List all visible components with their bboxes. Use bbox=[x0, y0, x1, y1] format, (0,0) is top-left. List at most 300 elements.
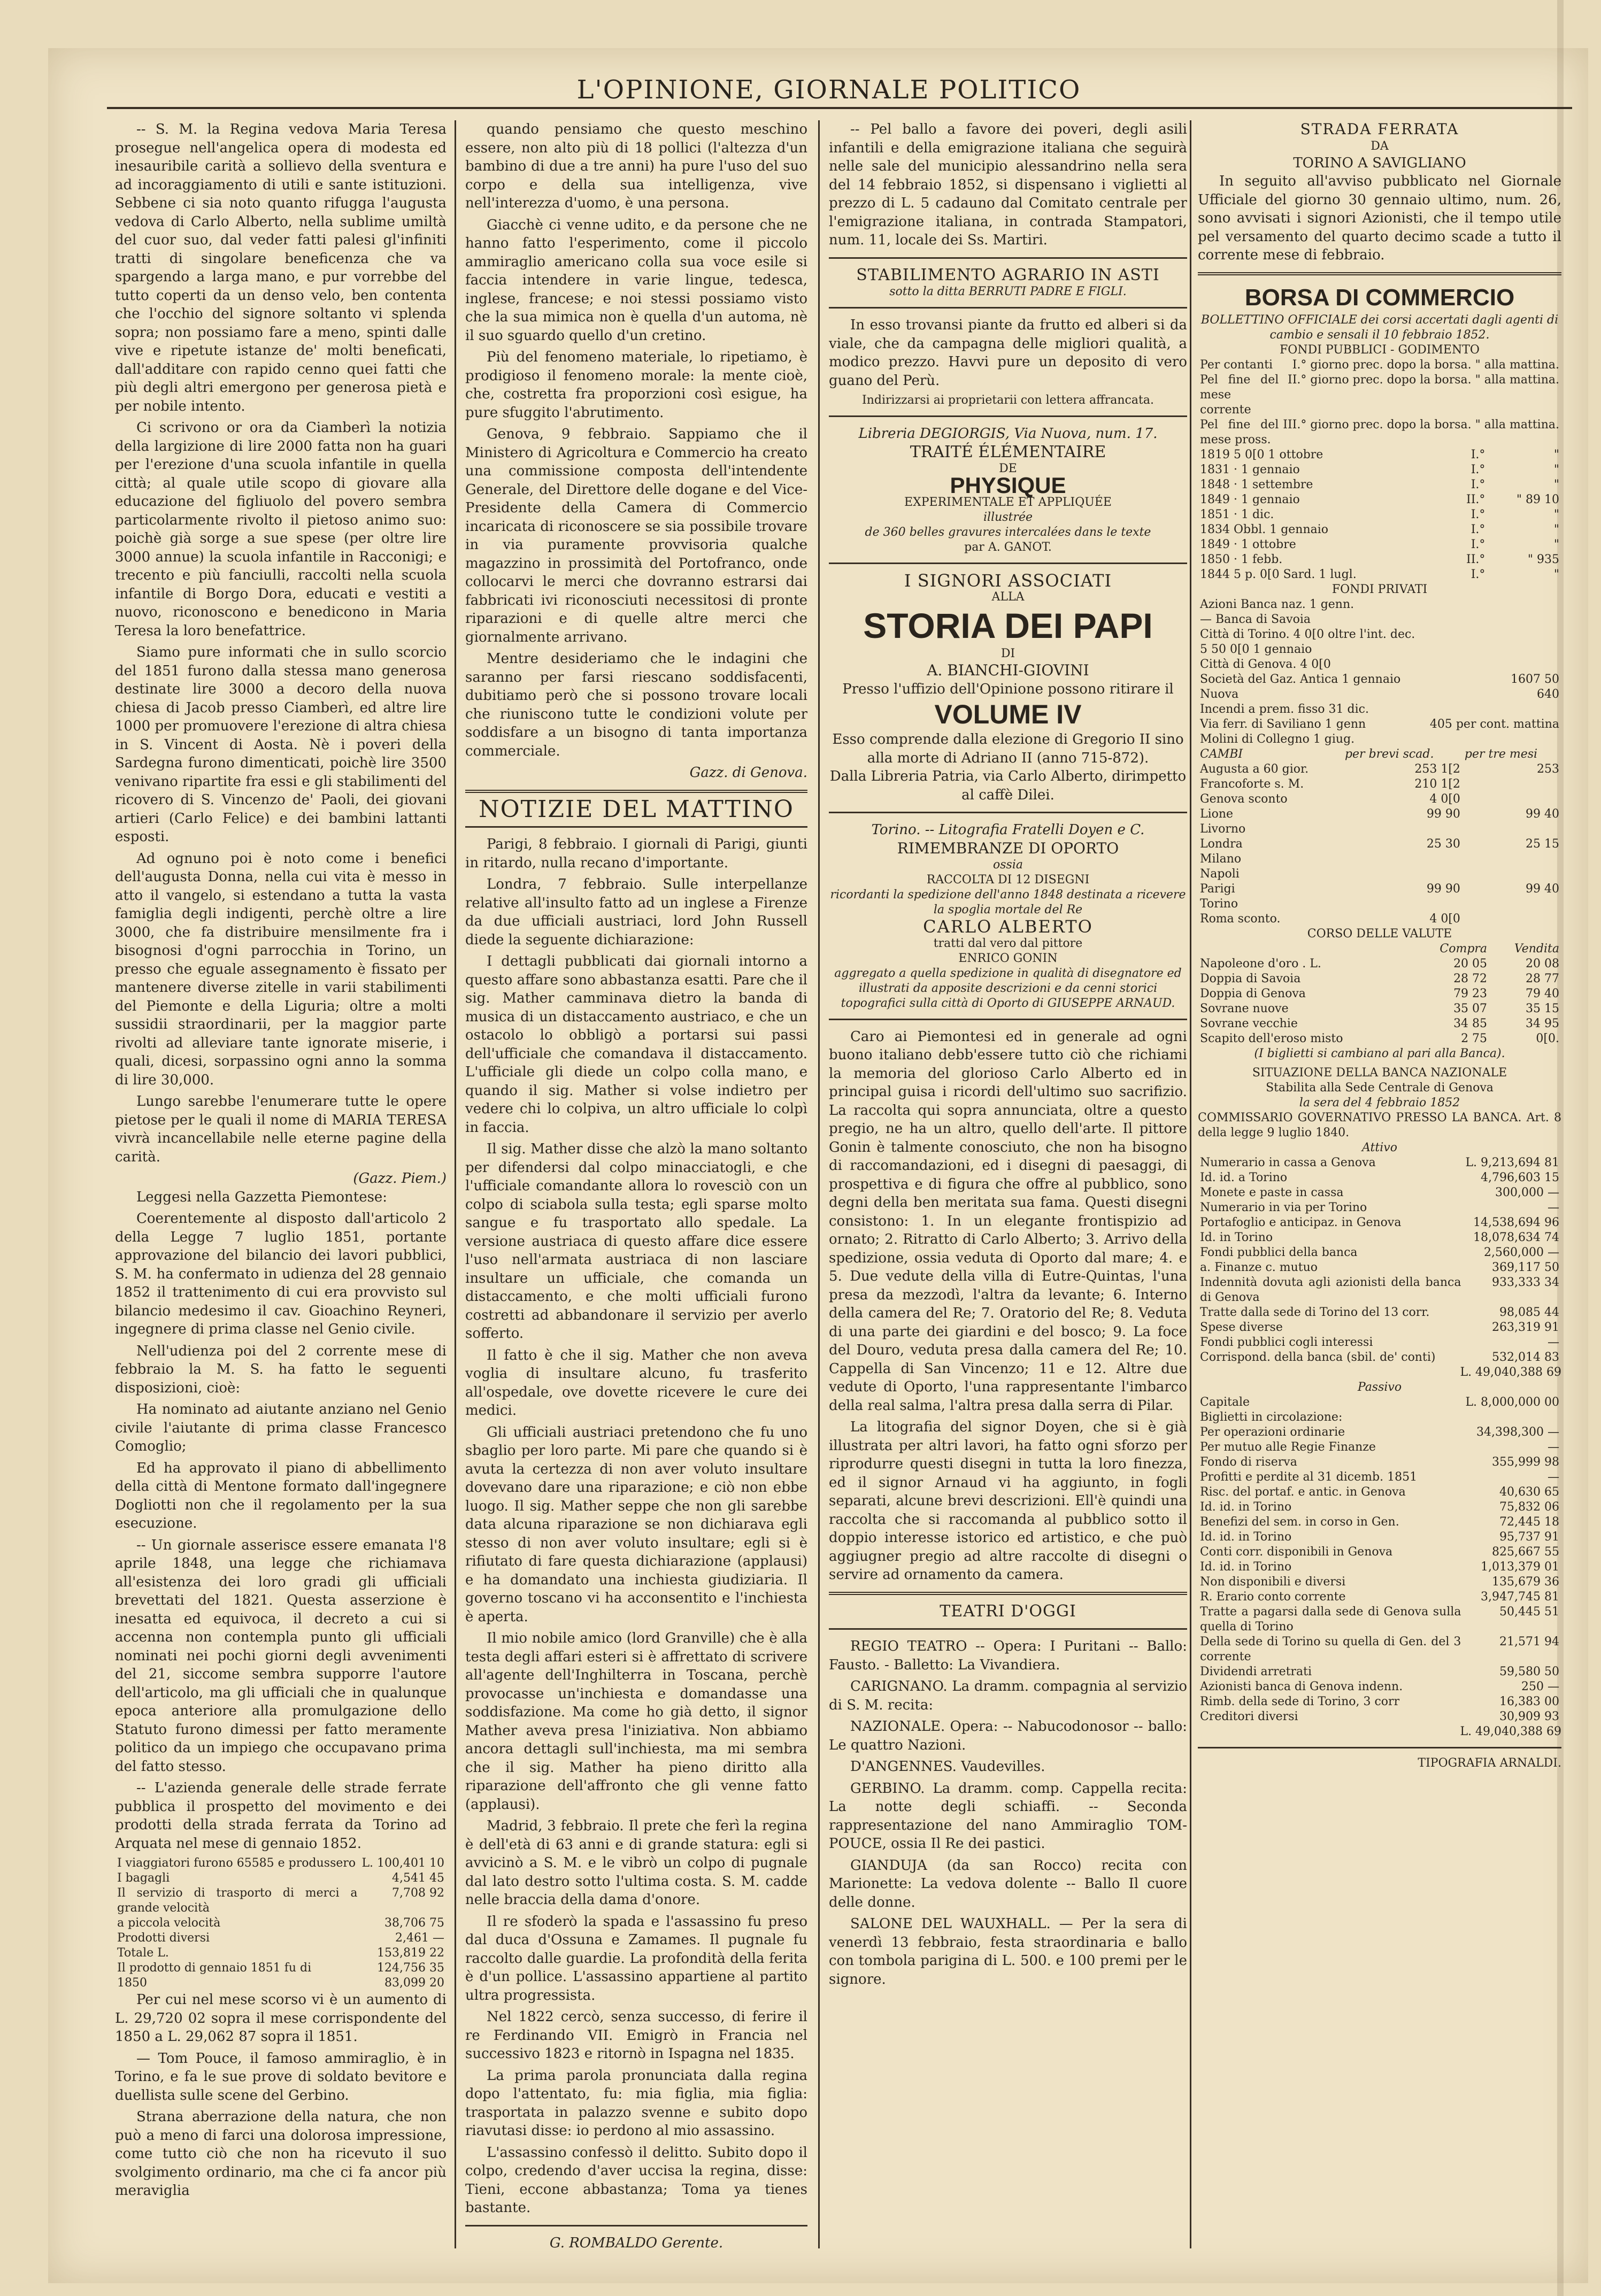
table-cell: 1831 · 1 gennaio bbox=[1200, 463, 1300, 476]
cambi-row bbox=[1198, 882, 1561, 897]
table-cell: 4,541 45 bbox=[392, 1871, 444, 1885]
ossia-label: ossia bbox=[993, 858, 1023, 872]
table-cell: 153,819 22 bbox=[377, 1946, 444, 1960]
table-cell: Londra bbox=[1200, 837, 1243, 851]
table-cell: 16,383 00 bbox=[1499, 1694, 1559, 1708]
table-cell: 21,571 94 bbox=[1499, 1635, 1559, 1648]
agrario-note: Indirizzarsi ai proprietarii con lettera affrancata. bbox=[862, 394, 1154, 407]
paragraph: Strana aberrazione della natura, che non può a meno di farci una dolorosa impressione, come tutto ciò che non ha ricevuto il suo svolgimento ordinario, ma che ci fa ancor più meraviglia bbox=[115, 2109, 447, 2199]
strada-text: In seguito all'avviso pubblicato nel Giornale Ufficiale del giorno 30 gennaio ultimo, num. 26, sono avvisati i signori Azionisti, che il tempo utile pel versamento del quarto decimo scade a tutto il corrente mese di febbraio. bbox=[1198, 173, 1561, 263]
table-cell: Città di Torino. 4 0[0 oltre l'int. dec. bbox=[1200, 627, 1415, 641]
table-cell: II.° bbox=[1466, 552, 1485, 566]
privati-row bbox=[1198, 657, 1561, 672]
table-cell: Fondo di riserva bbox=[1200, 1455, 1297, 1469]
table-cell: 40,630 65 bbox=[1499, 1485, 1559, 1499]
table-cell bbox=[1463, 912, 1561, 927]
privati-row bbox=[1198, 702, 1561, 717]
table-cell: 2,461 — bbox=[395, 1931, 444, 1945]
table-cell: Parigi bbox=[1200, 882, 1235, 896]
table-header-cell bbox=[1198, 942, 1414, 957]
pittore-name: ENRICO GONIN bbox=[958, 951, 1058, 965]
paragraph: Londra, 7 febbraio. Sulle interpellanze relative all'insulto fatto ad un inglese a Firenze da due ufficiali austriaci, lord John Russell diede la seguente dichiarazione: bbox=[465, 876, 807, 948]
notizie-paragraphs bbox=[465, 835, 807, 2217]
table-cell: 99 90 bbox=[1426, 882, 1460, 896]
passivo-row bbox=[1198, 1545, 1561, 1560]
table-cell: — Banca di Savoia bbox=[1200, 612, 1311, 626]
table-cell: — bbox=[1548, 1335, 1559, 1349]
table-cell: 0[0. bbox=[1536, 1031, 1559, 1045]
table-cell: 25 15 bbox=[1526, 837, 1559, 851]
paragraph: -- S. M. la Regina vedova Maria Teresa prosegue nell'angelica opera di modesta ed inesauribile carità a sollievo della sventura e ad incoraggiamento di utili e sante istituzioni. Sebbene ci sia noto quanto rifugga l'augusta vedova di Carlo Alberto, nella sublime umiltà del cuor suo, dal veder fatti palesi gl'infiniti tratti di singolare beneficenza che va spargendo a larga mano, e pur vorrebbe del tutto coperti da un denso velo, ben contenta che l'occhio del signore soltanto vi splenda sopra; non possiamo fare a meno, spinti dalle vive e ripetute istanze de' molti beneficati, dall'additare con rapido cenno quei fatti che più degli altri emergono per generosa pietà e per nobile intento. bbox=[115, 121, 447, 414]
table-cell: Id. in Torino bbox=[1200, 1230, 1273, 1244]
table-cell: Incendi a prem. fisso 31 dic. bbox=[1200, 702, 1369, 716]
paragraph: Per cui nel mese scorso vi è un aumento di L. 29,720 02 sopra il mese corrispondente del 1850 a L. 29,062 87 sopra il 1851. bbox=[115, 1992, 447, 2045]
libreria-line: Libreria DEGIORGIS, Via Nuova, num. 17. bbox=[858, 426, 1158, 442]
privati-title: FONDI PRIVATI bbox=[1331, 582, 1428, 596]
table-cell: 28 72 bbox=[1453, 972, 1488, 985]
paragraph: Nell'udienza poi del 2 corrente mese di febbraio la M. S. ha fatto le seguenti disposizioni, cioè: bbox=[115, 1343, 447, 1396]
cambi-row bbox=[1198, 792, 1561, 807]
railway-row bbox=[115, 1916, 447, 1931]
col1-paragraphs bbox=[115, 120, 447, 1166]
paragraph: Leggesi nella Gazzetta Piemontese: bbox=[136, 1189, 388, 1205]
table-cell: 34,398,300 — bbox=[1476, 1425, 1559, 1439]
table-cell: 1851 · 1 dic. bbox=[1200, 507, 1274, 521]
valute-note: (I biglietti si cambiano al pari alla Banca). bbox=[1254, 1046, 1505, 1060]
strada-title: STRADA FERRATA bbox=[1300, 120, 1459, 138]
table-cell: 14,538,694 96 bbox=[1473, 1215, 1559, 1229]
paragraph: D'ANGENNES. Vaudevilles. bbox=[850, 1759, 1045, 1775]
table-cell: Per contanti bbox=[1200, 358, 1273, 372]
presso-line: Presso l'uffizio dell'Opinione possono ritirare il bbox=[842, 681, 1174, 697]
section-divider bbox=[1198, 1747, 1561, 1748]
associati-heading: I SIGNORI ASSOCIATI bbox=[904, 570, 1112, 591]
table-cell: Capitale bbox=[1200, 1395, 1250, 1409]
paragraph: Ad ognuno poi è noto come i benefici dell'augusta Donna, nella cui vita è messo in atto il vangelo, si estendano a tutta la vasta famiglia degli indigenti, perchè oltre a lire 3000, che fa distribuire mensilmente fra i bisognosi d'ogni parrocchia in Torino, un presso che eguale assegnamento è fissato per mantenere diverse zitelle in varii stabilimenti del Piemonte e della Liguria; oltre a molti sussidii straordinarii, per la maggior parte rivolti ad alleviare tante ignorate miserie, i quali, dicesi, sorpassino ogni anno la somma di lire 30,000. bbox=[115, 850, 447, 1088]
table-cell: Id. id. in Torino bbox=[1200, 1560, 1292, 1574]
table-cell: Azioni Banca naz. 1 genn. bbox=[1200, 597, 1354, 611]
table-cell: Dividendi arretrati bbox=[1200, 1665, 1312, 1678]
privati-row bbox=[1198, 732, 1561, 747]
table-cell: 4 0[0 bbox=[1429, 792, 1460, 806]
col1-paragraphs-c bbox=[115, 1991, 447, 2200]
table-cell: 369,117 50 bbox=[1492, 1260, 1559, 1274]
table-cell: 99 40 bbox=[1526, 882, 1559, 896]
table-cell: Torino bbox=[1200, 897, 1238, 911]
table-cell bbox=[1463, 792, 1561, 807]
table-cell: 532,014 83 bbox=[1492, 1350, 1559, 1364]
table-cell: Napoli bbox=[1200, 867, 1240, 881]
traite-subtitle: EXPERIMENTALE ET APPLIQUÉE bbox=[904, 495, 1112, 509]
banca-subtitle: Stabilita alla Sede Centrale di Genova bbox=[1266, 1081, 1494, 1095]
table-cell: 75,832 06 bbox=[1499, 1500, 1559, 1514]
table-cell bbox=[1343, 867, 1463, 882]
table-cell: Azionisti banca di Genova indenn. bbox=[1200, 1679, 1403, 1693]
table-cell: 640 bbox=[1537, 687, 1559, 701]
table-cell: 355,999 98 bbox=[1492, 1455, 1559, 1469]
table-header-cell: per brevi scad. bbox=[1344, 747, 1434, 761]
tipografia-imprint: TIPOGRAFIA ARNALDI. bbox=[1418, 1756, 1561, 1770]
valute-title: CORSO DELLE VALUTE bbox=[1307, 927, 1452, 941]
table-cell: 2 75 bbox=[1461, 1031, 1488, 1045]
alla-label: ALLA bbox=[991, 590, 1025, 604]
railway-row bbox=[115, 1871, 447, 1886]
section-divider bbox=[829, 812, 1187, 813]
paragraph: Genova, 9 febbraio. Sappiamo che il Ministero di Agricoltura e Commercio ha creato una commissione composta dell'intendente Generale, del Direttore delle dogane e del Vice-Presidente della Camera di Commercio incaricata di riconoscere se sia possibile trovare in via puramente provvisoria qualche magazzino in prossimità del Portofranco, onde collocarvi le merci che dovranno estrarsi dai fabbricati ivi riconosciuti necessitosi di pronte riparazioni e di quelle altre merci che giornalmente arrivano. bbox=[465, 426, 807, 645]
valute-row bbox=[1198, 972, 1561, 987]
table-cell: Non disponibili e diversi bbox=[1200, 1575, 1346, 1589]
table-cell: 35 15 bbox=[1526, 1001, 1559, 1015]
table-cell: 30,909 93 bbox=[1499, 1709, 1559, 1723]
table-cell: 25 30 bbox=[1426, 837, 1460, 851]
railway-row bbox=[115, 1886, 447, 1916]
table-cell: 98,085 44 bbox=[1499, 1305, 1559, 1319]
attivo-row bbox=[1198, 1305, 1561, 1320]
attivo-total: L. 49,040,388 69 bbox=[1460, 1365, 1561, 1379]
table-cell: I.° bbox=[1471, 463, 1485, 476]
table-cell: 253 1[2 bbox=[1414, 762, 1460, 776]
passivo-row bbox=[1198, 1530, 1561, 1545]
table-cell: Livorno bbox=[1200, 822, 1246, 836]
table-cell: I.° bbox=[1471, 522, 1485, 536]
paragraph: Giacchè ci venne udito, e da persone che ne hanno fatto l'esperimento, come il piccolo ammiraglio americano colla sua voce esile si faccia intendere in varie lingue, tedesca, inglese, francese; e noi stessi possiamo visto che la sua mimica non è quella d'un automa, nè il suo sguardo quello d'un cretino. bbox=[465, 217, 807, 344]
table-cell bbox=[1423, 657, 1561, 672]
volume-desc: Esso comprende dalla elezione di Gregorio II sino alla morte di Adriano II (anno 715-872). bbox=[832, 731, 1184, 766]
rimembranze-title: RIMEMBRANZE DI OPORTO bbox=[897, 839, 1119, 857]
table-cell: II.° bbox=[1466, 492, 1485, 506]
passivo-row bbox=[1198, 1455, 1561, 1470]
passivo-row bbox=[1198, 1425, 1561, 1440]
table-cell: — bbox=[1548, 1440, 1559, 1454]
notizie-title: NOTIZIE DEL MATTINO bbox=[479, 795, 794, 823]
table-cell bbox=[1343, 897, 1463, 912]
table-cell: Tratte a pagarsi dalla sede di Genova sulla quella di Torino bbox=[1200, 1605, 1461, 1634]
passivo-total: L. 49,040,388 69 bbox=[1460, 1724, 1561, 1738]
paragraph: Gli ufficiali austriaci pretendono che fu uno sbaglio per loro parte. Mi pare che quando si è avuta la certezza di non aver voluto insultare dovevano dare una riparazione; e ciò non ebbe luogo. Il sig. Mather seppe che non gli sarebbe data alcuna riparazione se non dichiarava egli stesso di non aver voluto insultare; egli si è rifiutato di fare questa dichiarazione (applausi) e ha domandato una inchiesta giudiziaria. Il governo toscano vi ha acconsentito e l'inchiesta è aperta. bbox=[465, 1424, 807, 1625]
section-divider bbox=[465, 826, 807, 828]
section-divider bbox=[829, 1019, 1187, 1020]
cambi-header-row bbox=[1198, 747, 1561, 762]
table-cell: Portafoglio e anticipaz. in Genova bbox=[1200, 1215, 1402, 1229]
table-cell: I.° giorno prec. dopo la borsa. " alla mattina. bbox=[1292, 358, 1559, 372]
railway-row bbox=[115, 1961, 447, 1976]
passivo-row bbox=[1198, 1560, 1561, 1575]
table-cell: 124,756 35 bbox=[377, 1961, 444, 1975]
cambi-row bbox=[1198, 867, 1561, 882]
table-cell: 1834 Obbl. 1 gennaio bbox=[1200, 522, 1329, 536]
cambi-row bbox=[1198, 897, 1561, 912]
table-cell: I viaggiatori furono 65585 e produssero bbox=[117, 1856, 356, 1870]
valute-row bbox=[1198, 987, 1561, 1001]
valute-row bbox=[1198, 957, 1561, 972]
attivo-row bbox=[1198, 1320, 1561, 1335]
table-cell: Id. id. in Torino bbox=[1200, 1500, 1292, 1514]
table-cell: 1850 bbox=[117, 1976, 147, 1990]
physique-title: PHYSIQUE bbox=[950, 473, 1066, 498]
table-header-cell: Compra bbox=[1440, 942, 1488, 956]
attivo-row bbox=[1198, 1170, 1561, 1185]
table-cell: " 935 bbox=[1527, 552, 1559, 566]
traite-author: par A. GANOT. bbox=[964, 540, 1052, 554]
table-cell: 99 90 bbox=[1426, 807, 1460, 821]
column-rule-2 bbox=[818, 120, 820, 2248]
table-cell: L. 9,213,694 81 bbox=[1465, 1155, 1559, 1169]
table-cell: 1819 5 0[0 1 ottobre bbox=[1200, 448, 1323, 461]
paragraph: CARIGNANO. La dramm. compagnia al servizio di S. M. recita: bbox=[829, 1678, 1187, 1713]
paragraph: I dettagli pubblicati dai giornali intorno a questo affare sono abbastanza esatti. Pare che il sig. Mather camminava dietro la banda di musica di un distaccamento austriaco, e che un ostacolo lo obbligò a portarsi sui passi dell'ufficiale che comandava il distaccamento. L'ufficiale gli diede un colpo colla mano, e quando il sig. Mather si volse indietro per vedere chi lo colpiva, un altro ufficiale lo colpì in faccia. bbox=[465, 953, 807, 1136]
passivo-row bbox=[1198, 1709, 1561, 1724]
table-cell: " bbox=[1553, 448, 1559, 461]
railway-row bbox=[115, 1931, 447, 1946]
paragraph: GERBINO. La dramm. comp. Cappella recita: La notte degli schiaffi. -- Seconda rappresentazione del nano Ammiraglio TOM-POUCE, ossia Il Re dei pastici. bbox=[829, 1780, 1187, 1852]
table-cell: Numerario in cassa a Genova bbox=[1200, 1155, 1376, 1169]
table-cell bbox=[1463, 822, 1561, 837]
col1-paragraphs-b bbox=[115, 1188, 447, 1853]
paragraph: Il mio nobile amico (lord Granville) che è alla testa degli affari esteri si è affrettato di scrivere all'agente dell'Inghilterra in Toscana, perchè provocasse un'inchiesta e domandasse una soddisfazione. Ma come ho già detto, il signor Mather aveva presa l'iniziativa. Non abbiamo ancora dettagli sull'inchiesta, ma mi sembra che il sig. Mather ha pieno diritto alla riparazione dell'affronto che gli venne fatto (applausi). bbox=[465, 1630, 807, 1813]
paragraph: -- Un giornale asserisce essere emanata l'8 aprile 1848, una legge che richiamava all'esistenza dei loro gradi gli ufficiali brevettati del 1821. Questa asserzione è inesatta ed equivoca, il decreto a cui si accenna non contempla punto gli ufficiali nominati nei pochi giorni degli avvenimenti del 21, siccome sembra supporre l'autore dell'articolo, ma gli ufficiali che in qualunque epoca anteriore alla promulgazione dello Statuto furono dimessi per fatto meramente politico da un impiego che occupavano prima del fatto stesso. bbox=[115, 1537, 447, 1775]
table-cell: 1848 · 1 settembre bbox=[1200, 477, 1313, 491]
passivo-row bbox=[1198, 1665, 1561, 1679]
table-cell: I bagagli bbox=[117, 1871, 170, 1885]
section-divider bbox=[829, 307, 1187, 309]
table-cell: Numerario in via per Torino bbox=[1200, 1200, 1367, 1214]
paragraph: Il fatto è che il sig. Mather che non aveva voglia di insultare alcuno, fu trasferito all'ospedale, ove dovette ricevere le cure dei medici. bbox=[465, 1347, 807, 1419]
section-divider bbox=[465, 790, 807, 793]
table-cell: Molini di Collegno 1 giug. bbox=[1200, 732, 1355, 746]
litografia-line: Torino. -- Litografia Fratelli Doyen e C. bbox=[871, 822, 1145, 838]
table-cell: " bbox=[1553, 537, 1559, 551]
paragraph: Ha nominato ad aiutante anziano nel Genio civile l'aiutante di prima classe Francesco Comoglio; bbox=[115, 1401, 447, 1454]
table-cell: 99 40 bbox=[1526, 807, 1559, 821]
table-header-cell: CAMBI bbox=[1200, 747, 1243, 761]
section-divider bbox=[1198, 272, 1561, 275]
table-cell bbox=[1423, 702, 1561, 717]
table-cell: 20 08 bbox=[1526, 957, 1559, 970]
banca-date: la sera del 4 febbraio 1852 bbox=[1299, 1096, 1460, 1110]
table-cell: " 89 10 bbox=[1516, 492, 1559, 506]
paragraph: quando pensiamo che questo meschino essere, non alto più di 18 pollici (l'altezza d'un bambino di due a tre anni) ha pure l'uso del suo corpo e della sua intelligenza, vive nell'interezza d'uomo, è una persona. bbox=[465, 121, 807, 211]
table-cell: L. 100,401 10 bbox=[361, 1856, 444, 1870]
fondi-row bbox=[1198, 522, 1561, 537]
table-cell: Augusta a 60 gior. bbox=[1200, 762, 1309, 776]
table-cell: 79 40 bbox=[1526, 987, 1559, 1000]
table-cell bbox=[1423, 597, 1561, 612]
oporto-paragraphs bbox=[829, 1028, 1187, 1584]
traite-de: DE bbox=[999, 462, 1017, 475]
table-cell bbox=[1423, 612, 1561, 627]
carlo-alberto-title: CARLO ALBERTO bbox=[923, 916, 1093, 937]
table-cell: 79 23 bbox=[1453, 987, 1488, 1000]
table-cell: I.° bbox=[1471, 567, 1485, 581]
passivo-row bbox=[1198, 1500, 1561, 1515]
table-cell: Fondi pubblici cogli interessi bbox=[1200, 1335, 1373, 1349]
table-cell bbox=[1463, 1410, 1561, 1425]
paragraph: L'assassino confessò il delitto. Subito dopo il colpo, credendo d'aver uccisa la regina, disse: Tieni, eccone abbastanza; Toma ya tienes bastante. bbox=[465, 2144, 807, 2216]
table-cell: 300,000 — bbox=[1495, 1185, 1559, 1199]
railway-row bbox=[115, 1856, 447, 1871]
paragraph: La prima parola pronunciata dalla regina dopo l'attentato, fu: mia figlia, mia figlia: trasportata in palazzo svenne e subito dopo riavutasi disse: io perdono al mio assassino. bbox=[465, 2067, 807, 2139]
gazz-piem-signature: (Gazz. Piem.) bbox=[353, 1170, 447, 1186]
paragraph: Caro ai Piemontesi ed in generale ad ogni buono italiano debb'essere tutto ciò che richiami la memoria del glorioso Carlo Alberto ed in principal guisa i ricordi dell'ultimo suo sacrifizio. La raccolta qui sopra annunciata, oltre a questo pregio, ne ha un altro, quello dell'arte. Il pittore Gonin è talmente conosciuto, che non ha bisogno di raccomandazioni, ed i disegni di paesaggi, di prospettiva e di figura che offre al pubblico, sono degni della ben meritata sua fama. Questi disegni consistono: 1. In un elegante frontispizio ad ornato; 2. Ritratto di Carlo Alberto; 3. Arrivo della spedizione, ossia veduta di Oporto dal mare; 4. e 5. Due vedute della villa di Eutre-Quintas, l'una presa da mezzodì, l'altra da levante; 6. Interno della camera del Re; 7. Oratorio del Re; 8. Veduta di una parte dei giardini e del bosco; 9. La foce del Douro, veduta presa dalla camera del Re; 10. Cappella di San Vincenzo; 11 e 12. Altre due vedute di Oporto, l'una rappresentante l'imbarco della real salma, l'altra presa dalla serra di Pilar. bbox=[829, 1028, 1187, 1414]
column-rule-3 bbox=[1190, 120, 1191, 2248]
section-divider bbox=[829, 563, 1187, 564]
libreria-patria: Dalla Libreria Patria, via Carlo Alberto, dirimpetto al caffè Dilei. bbox=[829, 768, 1187, 803]
agrario-text: In esso trovansi piante da frutto ed alberi si da viale, che da campagna delle migliori qualità, a modico prezzo. Havvi pure un deposito di vero guano del Perù. bbox=[829, 317, 1187, 389]
col2-paragraphs bbox=[465, 120, 807, 760]
table-cell: Francoforte s. M. bbox=[1200, 777, 1304, 791]
volume-title: VOLUME IV bbox=[934, 699, 1082, 729]
ricordanti-line: ricordanti la spedizione dell'anno 1848 destinata a ricevere la spoglia mortale del Re bbox=[830, 888, 1186, 916]
paragraph: Parigi, 8 febbraio. I giornali di Parigi, giunti in ritardo, nulla recano d'importante. bbox=[465, 836, 807, 871]
strada-da: DA bbox=[1371, 139, 1389, 153]
paragraph: Più del fenomeno materiale, lo ripetiamo, è prodigioso il fenomeno morale: la mente cioè, che, costretta fra proporzioni così esigue, ha pure sfuggito l'abrutimento. bbox=[465, 349, 807, 421]
table-cell: 1849 · 1 ottobre bbox=[1200, 537, 1296, 551]
table-cell bbox=[1343, 822, 1463, 837]
section-divider bbox=[829, 257, 1187, 259]
table-cell: Scapito dell'eroso misto bbox=[1200, 1031, 1343, 1045]
passivo-row bbox=[1198, 1635, 1561, 1665]
attivo-row bbox=[1198, 1245, 1561, 1260]
cambi-row bbox=[1198, 807, 1561, 822]
paragraph: REGIO TEATRO -- Opera: I Puritani -- Ballo: Fausto. - Balletto: La Vivandiera. bbox=[829, 1638, 1187, 1673]
table-cell bbox=[1463, 897, 1561, 912]
table-cell: Società del Gaz. Antica 1 gennaio bbox=[1200, 672, 1401, 686]
table-cell: R. Erario conto corrente bbox=[1200, 1590, 1346, 1604]
banca-title: SITUAZIONE DELLA BANCA NAZIONALE bbox=[1252, 1066, 1507, 1080]
teatri-title: TEATRI D'OGGI bbox=[940, 1601, 1076, 1621]
passivo-row bbox=[1198, 1395, 1561, 1410]
fondi-title: FONDI PUBBLICI - GODIMENTO bbox=[1280, 343, 1480, 357]
valute-header-row bbox=[1198, 942, 1561, 957]
passivo-table bbox=[1198, 1395, 1561, 1724]
table-cell: Doppia di Genova bbox=[1200, 987, 1306, 1000]
table-cell: Indennità dovuta agli azionisti della banca di Genova bbox=[1200, 1275, 1461, 1304]
cambi-table bbox=[1198, 747, 1561, 927]
paragraph: -- L'azienda generale delle strade ferrate pubblica il prospetto del movimento e dei prodotti della strada ferrata da Torino ad Arquata nel mese di gennaio 1852. bbox=[115, 1780, 447, 1852]
table-cell: 38,706 75 bbox=[384, 1916, 444, 1930]
tratti-line: tratti dal vero dal pittore bbox=[933, 936, 1083, 950]
table-cell: 135,679 36 bbox=[1492, 1575, 1559, 1589]
table-cell: Spese diverse bbox=[1200, 1320, 1283, 1334]
table-cell: 7,708 92 bbox=[392, 1886, 444, 1900]
table-header-cell: Vendita bbox=[1514, 942, 1559, 956]
paragraph: Ci scrivono or ora da Ciamberì la notizia della largizione di lire 2000 fatta non ha guari per l'erezione d'una scuola infantile in quella città; al quale utile scopo di giovare alla educazione del figliuolo del povero sembra particolarmente rivolto il pietoso animo suo: poichè già sorge a sue spese (per oltre lire 3000 annue) la scuola infantile in Racconigi; e trecento e più fanciulli, raccolti nella scuola infantile di Borgo Dora, educati e vestiti a nuovo, riconoscono e benedicono in Maria Teresa la loro benefattrice. bbox=[115, 420, 447, 639]
table-cell: Risc. del portaf. e antic. in Genova bbox=[1200, 1485, 1406, 1499]
attivo-row bbox=[1198, 1200, 1561, 1215]
storia-author: A. BIANCHI-GIOVINI bbox=[927, 661, 1089, 679]
traite-gravures: de 360 belles gravures intercalées dans le texte bbox=[865, 525, 1151, 539]
passivo-row bbox=[1198, 1694, 1561, 1709]
table-cell: 263,319 91 bbox=[1492, 1320, 1559, 1334]
strada-subtitle: TORINO A SAVIGLIANO bbox=[1293, 155, 1466, 171]
table-cell: I.° bbox=[1471, 537, 1485, 551]
cambi-row bbox=[1198, 822, 1561, 837]
table-cell: Id. id. in Torino bbox=[1200, 1530, 1292, 1544]
paragraph: GIANDUJA (da san Rocco) recita con Marionette: La vedova dolente -- Ballo Il cuore delle donne. bbox=[829, 1857, 1187, 1910]
table-cell: 4,796,603 15 bbox=[1481, 1170, 1559, 1184]
table-cell: Roma sconto. bbox=[1200, 912, 1281, 926]
fondi-row bbox=[1198, 567, 1561, 582]
table-cell: 35 07 bbox=[1453, 1001, 1488, 1015]
table-header-cell: per tre mesi bbox=[1464, 747, 1538, 761]
cambi-row bbox=[1198, 912, 1561, 927]
section-divider bbox=[465, 2225, 807, 2226]
railway-row bbox=[115, 1946, 447, 1961]
attivo-row bbox=[1198, 1155, 1561, 1170]
table-cell: Prodotti diversi bbox=[117, 1931, 210, 1945]
table-cell: " bbox=[1553, 477, 1559, 491]
paragraph: La litografia del signor Doyen, che si è già illustrata per altri lavori, ha fatto ogni sforzo per riprodurre questi disegni in tutta la loro finezza, ed il signor Arnaud vi ha aggiunto, in fogli separati, alcune brevi descrizioni. Ell'è quindi una raccolta che si raccomanda al pubblico sotto il doppio interesse istorico ed artistico, e che può aggiugner pregio ad altre raccolte di disegni o servire ad ornamento da camera. bbox=[829, 1419, 1187, 1583]
table-cell: Monete e paste in cassa bbox=[1200, 1185, 1344, 1199]
table-cell: " bbox=[1553, 507, 1559, 521]
table-cell: 95,737 91 bbox=[1499, 1530, 1559, 1544]
privati-row bbox=[1198, 717, 1561, 732]
privati-table bbox=[1198, 597, 1561, 747]
table-cell: Sovrane nuove bbox=[1200, 1001, 1289, 1015]
paragraph: Il sig. Mather disse che alzò la mano soltanto per difendersi dal colpo minacciatogli, e che l'ufficiale comandante allora lo rovesciò con un colpo di sciabola sulla testa; egli sparse molto sangue e fu trasportato allo spedale. La versione austriaca di questo affare dice essere l'uso nell'armata austriaca di non lasciare insultare un ufficiale, che comanda un distaccamento, e che molti ufficiali furono costretti ad abbandonare il servizio per averlo sofferto. bbox=[465, 1141, 807, 1342]
table-cell: Nuova bbox=[1200, 687, 1239, 701]
passivo-row bbox=[1198, 1679, 1561, 1694]
table-cell: Sovrane vecchie bbox=[1200, 1016, 1298, 1030]
table-cell: 83,099 20 bbox=[384, 1976, 444, 1990]
valute-row bbox=[1198, 1001, 1561, 1016]
borsa-subtitle: BOLLETTINO OFFICIALE dei corsi accertati dagli agenti di cambio e sensali il 10 febbraio 1852. bbox=[1200, 313, 1559, 342]
table-cell: 250 — bbox=[1521, 1679, 1559, 1693]
borsa-title: BORSA DI COMMERCIO bbox=[1244, 284, 1515, 311]
table-cell: III.° giorno prec. dopo la borsa. " alla mattina. bbox=[1283, 418, 1559, 432]
fondi-row bbox=[1198, 537, 1561, 552]
column-3 bbox=[829, 120, 1187, 2254]
column-1 bbox=[115, 120, 447, 2254]
passivo-row bbox=[1198, 1590, 1561, 1605]
paragraph: Nel 1822 cercò, senza successo, di ferire il re Ferdinando VII. Emigrò in Francia nel successivo 1823 e ritornò in Ispagna nel 1835. bbox=[465, 2009, 807, 2062]
table-cell bbox=[1423, 627, 1561, 642]
passivo-row bbox=[1198, 1605, 1561, 1635]
passivo-row bbox=[1198, 1575, 1561, 1590]
passivo-row bbox=[1198, 1470, 1561, 1485]
table-cell: I.° bbox=[1471, 507, 1485, 521]
fondi-header-table bbox=[1198, 358, 1561, 448]
table-cell: II.° giorno prec. dopo la borsa. " alla mattina. bbox=[1288, 373, 1559, 387]
table-cell: 18,078,634 74 bbox=[1473, 1230, 1559, 1244]
table-cell: 825,667 55 bbox=[1492, 1545, 1559, 1559]
table-cell: 1607 50 bbox=[1511, 672, 1559, 686]
table-cell: Genova sconto bbox=[1200, 792, 1288, 806]
table-cell: Fondi pubblici della banca bbox=[1200, 1245, 1358, 1259]
table-cell bbox=[1423, 732, 1561, 747]
table-cell: " bbox=[1553, 463, 1559, 476]
table-cell: a. Finanze c. mutuo bbox=[1200, 1260, 1318, 1274]
teatri-list bbox=[829, 1637, 1187, 1989]
table-cell: 1849 · 1 gennaio bbox=[1200, 492, 1300, 506]
table-cell: 405 per cont. mattina bbox=[1429, 717, 1559, 731]
table-cell: 50,445 51 bbox=[1499, 1605, 1559, 1619]
paragraph: SALONE DEL WAUXHALL. — Per la sera di venerdì 13 febbraio, festa straordinaria e ballo con tombola parigina di L. 500. e 100 premi per le signore. bbox=[829, 1916, 1187, 1987]
traite-title: TRAITÉ ÉLÉMENTAIRE bbox=[910, 442, 1106, 461]
attivo-row bbox=[1198, 1335, 1561, 1350]
railway-row bbox=[115, 1976, 447, 1991]
fondi-row bbox=[1198, 492, 1561, 507]
table-cell: 20 05 bbox=[1453, 957, 1488, 970]
attivo-row bbox=[1198, 1230, 1561, 1245]
privati-row bbox=[1198, 627, 1561, 642]
table-cell: Totale L. bbox=[117, 1946, 169, 1960]
table-cell: Via ferr. di Saviliano 1 genn bbox=[1200, 717, 1366, 731]
privati-row bbox=[1198, 642, 1561, 657]
section-divider bbox=[829, 1592, 1187, 1595]
passivo-row bbox=[1198, 1410, 1561, 1425]
column-4 bbox=[1198, 120, 1561, 2254]
